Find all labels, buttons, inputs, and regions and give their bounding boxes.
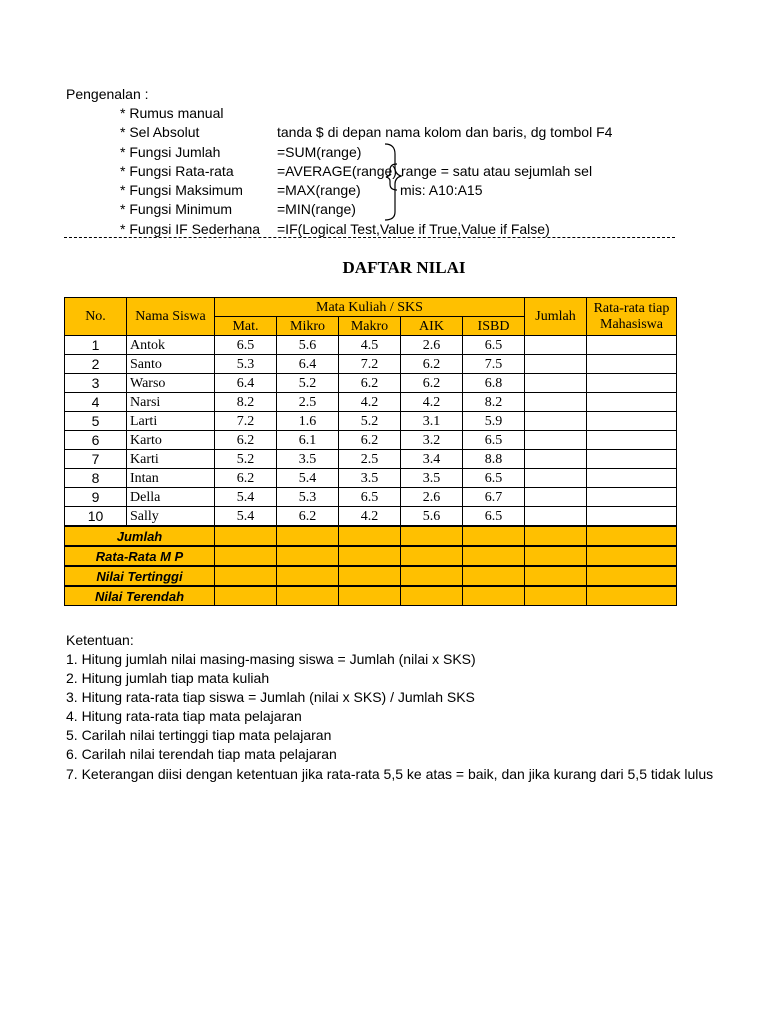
table-row (65, 393, 677, 412)
row-no: 8 (65, 469, 127, 488)
row-total-cell (525, 355, 587, 374)
row-no: 7 (65, 450, 127, 469)
summary-cell (277, 566, 339, 586)
row-average-cell (587, 336, 677, 355)
table-row (65, 507, 677, 527)
rule-item: 7. Keterangan diisi dengan ketentuan jika rata-rata 5,5 ke atas = baik, dan jika kurang dari 5,5 tidak lulus (66, 766, 714, 782)
table-row (65, 431, 677, 450)
row-no: 2 (65, 355, 127, 374)
row-total-cell (525, 450, 587, 469)
row-value: 6.2 (215, 469, 277, 488)
range-note: range = satu atau sejumlah sel (401, 163, 593, 179)
summary-cell (277, 586, 339, 606)
header-name: Nama Siswa (127, 298, 215, 336)
grades-table (64, 297, 677, 606)
row-name: Della (127, 488, 215, 507)
row-value: 5.2 (339, 412, 401, 431)
row-value: 3.5 (339, 469, 401, 488)
row-total-cell (525, 469, 587, 488)
summary-row (65, 526, 677, 546)
row-average-cell (587, 450, 677, 469)
intro-item-formula: tanda $ di depan nama kolom dan baris, dg tombol F4 (277, 124, 613, 140)
row-value: 4.2 (401, 393, 463, 412)
header-total: Jumlah (525, 298, 587, 336)
row-name: Larti (127, 412, 215, 431)
row-value: 5.6 (401, 507, 463, 527)
row-value: 2.6 (401, 488, 463, 507)
row-value: 5.2 (215, 450, 277, 469)
row-average-cell (587, 393, 677, 412)
row-value: 6.4 (215, 374, 277, 393)
rule-item: 4. Hitung rata-rata tiap mata pelajaran (66, 708, 302, 724)
row-value: 5.3 (215, 355, 277, 374)
summary-cell (215, 586, 277, 606)
summary-row (65, 586, 677, 606)
row-name: Intan (127, 469, 215, 488)
row-name: Warso (127, 374, 215, 393)
header-subjects-group: Mata Kuliah / SKS (215, 298, 525, 317)
row-value: 3.4 (401, 450, 463, 469)
intro-item-formula: =MIN(range) (277, 201, 356, 217)
summary-cell (525, 546, 587, 566)
row-average-cell (587, 374, 677, 393)
intro-item-name: * Fungsi Rata-rata (120, 163, 234, 179)
row-value: 8.2 (463, 393, 525, 412)
summary-label: Rata-Rata M P (65, 546, 215, 566)
row-value: 8.2 (215, 393, 277, 412)
row-value: 6.2 (339, 431, 401, 450)
row-value: 6.5 (215, 336, 277, 355)
table-row (65, 355, 677, 374)
row-value: 2.6 (401, 336, 463, 355)
intro-item-formula: =MAX(range) (277, 182, 361, 198)
brace-open-icon (385, 162, 399, 192)
row-total-cell (525, 412, 587, 431)
row-value: 6.5 (463, 431, 525, 450)
row-value: 6.5 (463, 507, 525, 527)
intro-item-name: * Sel Absolut (120, 124, 200, 140)
summary-cell (277, 526, 339, 546)
row-no: 5 (65, 412, 127, 431)
row-value: 6.2 (339, 374, 401, 393)
summary-label: Jumlah (65, 526, 215, 546)
row-value: 5.4 (215, 488, 277, 507)
rules-title: Ketentuan: (66, 632, 134, 648)
summary-cell (277, 546, 339, 566)
summary-row (65, 566, 677, 586)
row-no: 4 (65, 393, 127, 412)
rule-item: 1. Hitung jumlah nilai masing-masing siswa = Jumlah (nilai x SKS) (66, 651, 476, 667)
summary-cell (525, 566, 587, 586)
row-total-cell (525, 488, 587, 507)
intro-item-name: * Fungsi IF Sederhana (120, 221, 261, 237)
summary-cell (401, 586, 463, 606)
summary-label: Nilai Terendah (65, 586, 215, 606)
summary-cell (339, 566, 401, 586)
row-value: 6.2 (401, 355, 463, 374)
row-total-cell (525, 507, 587, 527)
summary-cell (401, 566, 463, 586)
row-value: 3.2 (401, 431, 463, 450)
summary-cell (587, 586, 677, 606)
table-row (65, 374, 677, 393)
table-row (65, 450, 677, 469)
row-value: 6.5 (463, 469, 525, 488)
row-average-cell (587, 507, 677, 527)
table-row (65, 336, 677, 355)
row-value: 6.1 (277, 431, 339, 450)
row-total-cell (525, 431, 587, 450)
header-subject: Makro (339, 317, 401, 336)
header-subject: Mat. (215, 317, 277, 336)
row-name: Narsi (127, 393, 215, 412)
intro-item-formula: =AVERAGE(range) (277, 163, 397, 179)
table-row (65, 488, 677, 507)
summary-cell (215, 566, 277, 586)
row-value: 7.2 (215, 412, 277, 431)
row-value: 2.5 (277, 393, 339, 412)
row-value: 3.1 (401, 412, 463, 431)
row-no: 3 (65, 374, 127, 393)
row-name: Karto (127, 431, 215, 450)
row-value: 6.5 (339, 488, 401, 507)
header-no: No. (65, 298, 127, 336)
intro-item-name: * Fungsi Jumlah (120, 144, 221, 160)
row-value: 6.2 (215, 431, 277, 450)
summary-cell (525, 586, 587, 606)
summary-cell (215, 546, 277, 566)
row-value: 2.5 (339, 450, 401, 469)
row-total-cell (525, 374, 587, 393)
row-value: 5.9 (463, 412, 525, 431)
row-value: 1.6 (277, 412, 339, 431)
summary-cell (587, 566, 677, 586)
row-average-cell (587, 469, 677, 488)
row-no: 10 (65, 507, 127, 527)
intro-title: Pengenalan : (66, 86, 149, 102)
summary-cell (463, 546, 525, 566)
summary-cell (463, 586, 525, 606)
table-row (65, 469, 677, 488)
row-value: 4.2 (339, 507, 401, 527)
summary-cell (587, 546, 677, 566)
row-value: 6.7 (463, 488, 525, 507)
intro-item-name: * Rumus manual (120, 105, 224, 121)
row-value: 6.2 (277, 507, 339, 527)
row-average-cell (587, 431, 677, 450)
header-average: Rata-rata tiap Mahasiswa (587, 298, 677, 336)
summary-cell (463, 566, 525, 586)
summary-row (65, 546, 677, 566)
rule-item: 6. Carilah nilai terendah tiap mata pelajaran (66, 746, 337, 762)
header-subject: Mikro (277, 317, 339, 336)
row-name: Karti (127, 450, 215, 469)
header-subject: ISBD (463, 317, 525, 336)
header-subject: AIK (401, 317, 463, 336)
summary-cell (401, 526, 463, 546)
row-value: 5.6 (277, 336, 339, 355)
row-value: 8.8 (463, 450, 525, 469)
row-no: 9 (65, 488, 127, 507)
row-name: Santo (127, 355, 215, 374)
intro-item-formula: =SUM(range) (277, 144, 362, 160)
row-average-cell (587, 488, 677, 507)
summary-cell (339, 526, 401, 546)
row-value: 6.4 (277, 355, 339, 374)
row-value: 5.3 (277, 488, 339, 507)
row-value: 4.5 (339, 336, 401, 355)
row-value: 5.4 (215, 507, 277, 527)
table-title: DAFTAR NILAI (342, 258, 466, 277)
row-average-cell (587, 355, 677, 374)
row-value: 6.2 (401, 374, 463, 393)
rule-item: 2. Hitung jumlah tiap mata kuliah (66, 670, 270, 686)
summary-cell (401, 546, 463, 566)
intro-item-name: * Fungsi Minimum (120, 201, 233, 217)
row-name: Sally (127, 507, 215, 527)
row-value: 7.2 (339, 355, 401, 374)
row-value: 6.5 (463, 336, 525, 355)
row-value: 3.5 (401, 469, 463, 488)
summary-cell (525, 526, 587, 546)
summary-label: Nilai Tertinggi (65, 566, 215, 586)
row-name: Antok (127, 336, 215, 355)
table-row (65, 412, 677, 431)
row-average-cell (587, 412, 677, 431)
intro-item-formula: =IF(Logical Test,Value if True,Value if False) (277, 221, 550, 237)
row-total-cell (525, 393, 587, 412)
row-no: 6 (65, 431, 127, 450)
row-value: 7.5 (463, 355, 525, 374)
row-value: 5.2 (277, 374, 339, 393)
rule-item: 5. Carilah nilai tertinggi tiap mata pelajaran (66, 727, 332, 743)
summary-cell (587, 526, 677, 546)
row-value: 4.2 (339, 393, 401, 412)
rule-item: 3. Hitung rata-rata tiap siswa = Jumlah (nilai x SKS) / Jumlah SKS (66, 689, 475, 705)
summary-cell (339, 586, 401, 606)
dashed-divider (64, 237, 675, 238)
row-value: 6.8 (463, 374, 525, 393)
example-note: mis: A10:A15 (400, 182, 483, 198)
row-value: 3.5 (277, 450, 339, 469)
intro-item-name: * Fungsi Maksimum (120, 182, 243, 198)
row-total-cell (525, 336, 587, 355)
row-no: 1 (65, 336, 127, 355)
summary-cell (463, 526, 525, 546)
summary-cell (339, 546, 401, 566)
summary-cell (215, 526, 277, 546)
row-value: 5.4 (277, 469, 339, 488)
